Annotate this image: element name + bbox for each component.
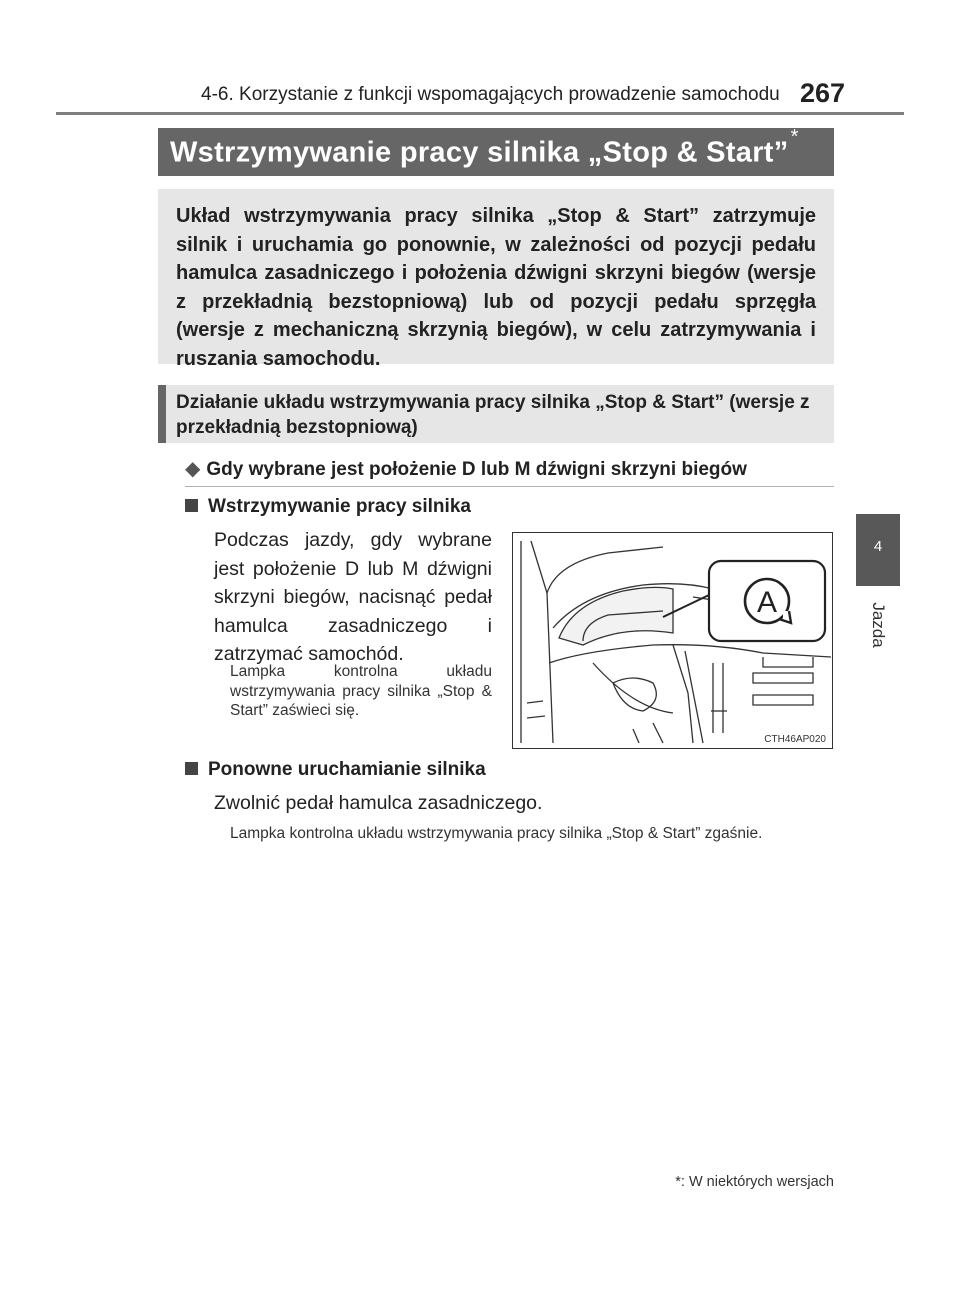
stopping-heading — [185, 496, 471, 518]
square-bullet-icon — [185, 499, 198, 512]
section-title-text: Wstrzymywanie pracy silnika „Stop & Start” — [170, 136, 789, 169]
running-header: 4-6. Korzystanie z funkcji wspomagających prowadzenie samochodu — [201, 84, 780, 105]
stopping-heading-text: Wstrzymywanie pracy silnika — [208, 496, 471, 517]
chapter-label-container — [860, 590, 896, 660]
subsection-heading — [158, 385, 834, 443]
dashboard-drawing — [513, 533, 833, 749]
stopping-body: Podczas jazdy, gdy wybrane jest położenie D lub M dźwigni skrzyni biegów, nacisnąć pedał hamulca zasadniczego i zatrzymać samochód. — [214, 529, 492, 665]
chapter-number: 4 — [873, 538, 883, 555]
subsection-accent-bar — [158, 385, 166, 443]
condition-rule — [185, 486, 834, 487]
intro-box — [158, 189, 834, 370]
chapter-tab — [856, 514, 900, 586]
section-title — [170, 126, 799, 170]
restarting-heading — [185, 759, 486, 781]
diamond-icon: ◆ — [185, 458, 201, 480]
square-bullet-icon — [185, 762, 198, 775]
chapter-label: Jazda — [869, 602, 888, 648]
restarting-note: Lampka kontrolna układu wstrzymywania pracy silnika „Stop & Start” zgaśnie. — [230, 825, 763, 842]
header-rule — [56, 112, 904, 115]
section-title-banner — [158, 128, 834, 176]
intro-text: Układ wstrzymywania pracy silnika „Stop & Start” zatrzymuje silnik i uruchamia go ponownie, w zależności od pozycji pedału hamulca zasadniczego i położenia dźwigni skrzyni biegów (wersje z przekładnią bezstopniową) lub od pozycji pedału sprzęgła (wersje z mechaniczną skrzynią biegów), w celu zatrzymywania i ruszania samochodu. — [176, 205, 816, 370]
footnote-asterisk: * — [675, 1174, 681, 1190]
restarting-heading-text: Ponowne uruchamianie silnika — [208, 759, 486, 780]
page-number: 267 — [800, 78, 846, 108]
subsection-title: Działanie układu wstrzymywania pracy silnika „Stop & Start” (wersje z przekładnią bezstopniową) — [176, 392, 810, 438]
section-asterisk: * — [790, 126, 799, 148]
footnote-text: : W niektórych wersjach — [680, 1174, 834, 1190]
condition-text: Gdy wybrane jest położenie D lub M dźwigni skrzyni biegów — [206, 459, 747, 480]
figure-code: CTH46AP020 — [764, 734, 826, 745]
indicator-letter: A — [756, 586, 778, 619]
condition-heading — [185, 456, 834, 481]
footnote — [640, 1174, 834, 1190]
dashboard-illustration — [512, 532, 833, 749]
stopping-note: Lampka kontrolna układu wstrzymywania pracy silnika „Stop & Start” zaświeci się. — [230, 663, 492, 719]
restarting-body: Zwolnić pedał hamulca zasadniczego. — [214, 792, 543, 814]
